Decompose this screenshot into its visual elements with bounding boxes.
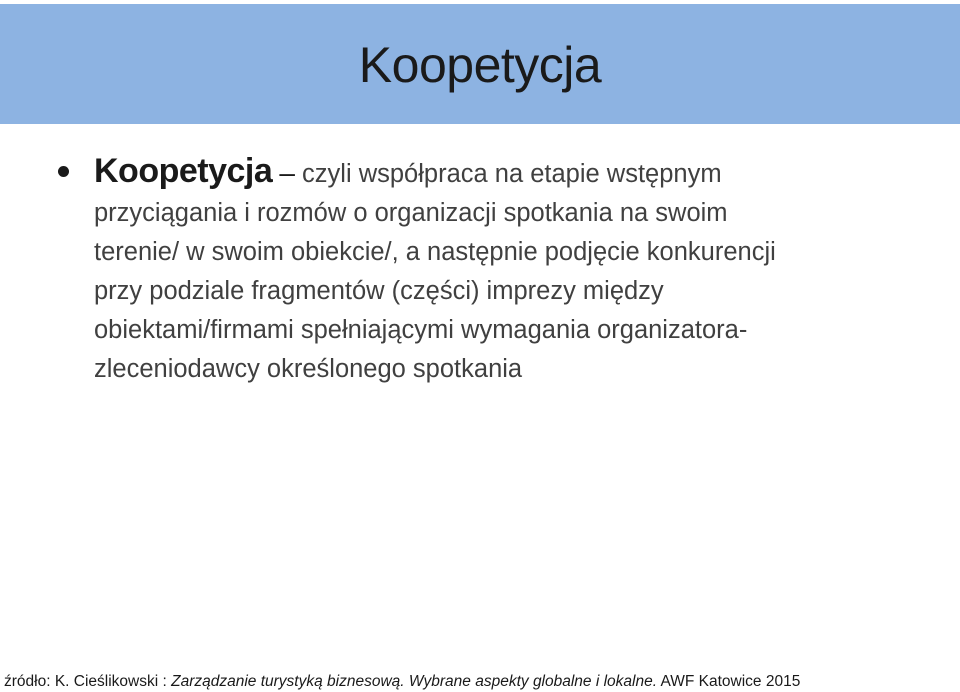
bullet-line-3: terenie/ w swoim obiekcie/, a następnie podjęcie konkurencji xyxy=(94,238,776,266)
bullet-line-1: czyli współpraca na etapie wstępnym xyxy=(302,160,722,188)
title-bar xyxy=(0,4,960,124)
bullet-line-6: zleceniodawcy określonego spotkania xyxy=(94,355,523,383)
source-footnote xyxy=(4,672,800,692)
bullet-line-4: przy podziale fragmentów (części) imprezy między xyxy=(94,277,664,305)
bullet-term: Koopetycja xyxy=(94,152,273,190)
bullet-dash: – xyxy=(279,157,295,188)
bullet-paragraph xyxy=(94,152,914,389)
bullet-line-2: przyciągania i rozmów o organizacji spotkania na swoim xyxy=(94,199,728,227)
footnote-suffix: AWF Katowice 2015 xyxy=(657,673,801,690)
bullet-item xyxy=(58,152,938,389)
slide-title: Koopetycja xyxy=(358,37,602,93)
footnote-prefix: źródło: K. Cieślikowski : xyxy=(4,673,172,690)
slide-content xyxy=(58,152,938,389)
bullet-dot-icon xyxy=(58,166,69,177)
bullet-line-5: obiektami/firmami spełniającymi wymagania organizatora- xyxy=(94,316,748,344)
footnote-book-title: Zarządzanie turystyką biznesową. Wybrane aspekty globalne i lokalne. xyxy=(171,673,658,690)
